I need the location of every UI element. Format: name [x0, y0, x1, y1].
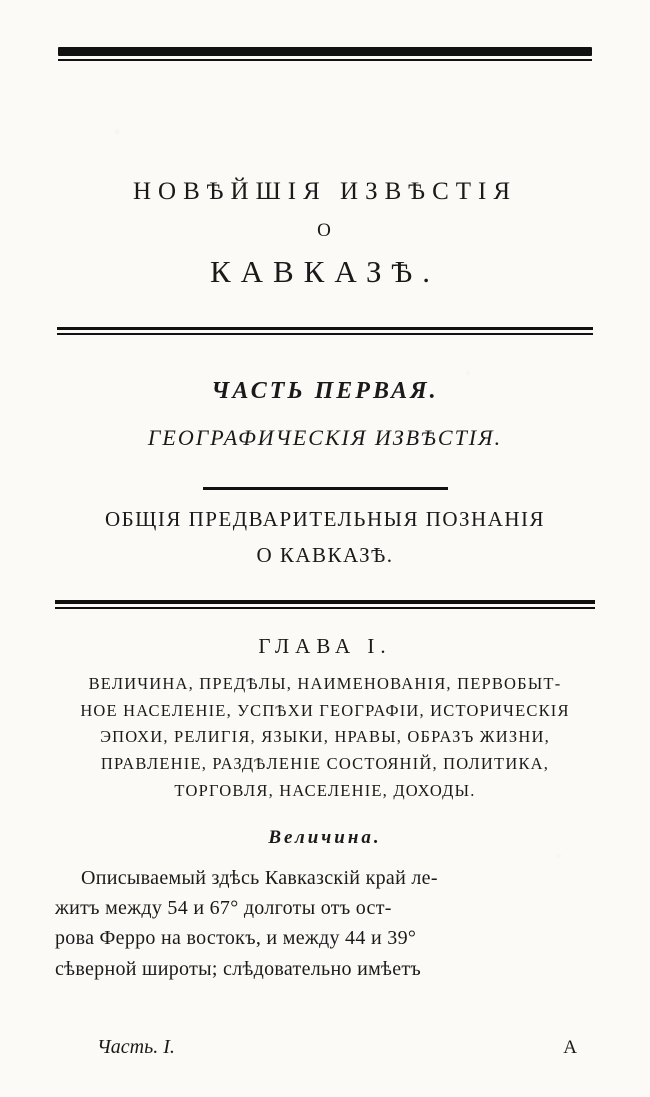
top-rule — [58, 47, 592, 61]
title-block — [55, 178, 595, 290]
subtitle-block — [55, 505, 595, 570]
body-line: сѣверной широты; слѣдовательно имѣетъ — [55, 957, 422, 980]
rule-line-lower — [57, 333, 593, 335]
chapter-block — [55, 634, 595, 984]
volume-signature: Часть. I. — [97, 1036, 175, 1058]
rule-thin-bar — [58, 59, 592, 61]
chapter-summary-line: НОЕ НАСЕЛЕНІЕ, УСПѢХИ ГЕОГРАФІИ, ИСТОРИЧЕСКІЯ — [80, 700, 570, 720]
chapter-summary-line: ПРАВЛЕНІЕ, РАЗДѢЛЕНІЕ СОСТОЯНІЙ, ПОЛИТИКА, — [100, 754, 550, 774]
section-title: ГЕОГРАФИЧЕСКІЯ ИЗВѢСТІЯ. — [147, 425, 503, 450]
rule-line-upper — [57, 327, 593, 330]
page-footer — [55, 1036, 595, 1059]
chapter-summary — [55, 671, 595, 805]
chapter-summary-line: ЭПОХИ, РЕЛИГІЯ, ЯЗЫКИ, НРАВЫ, ОБРАЗЪ ЖИЗНИ, — [100, 727, 550, 747]
document-title-line1: НОВѢЙШІЯ ИЗВѢСТІЯ — [132, 178, 518, 205]
topic-heading: Величина. — [268, 826, 382, 848]
part-title: ЧАСТЬ ПЕРВАЯ. — [211, 378, 439, 404]
chapter-title: ГЛАВА I. — [258, 634, 392, 658]
document-title-line3: КАВКАЗѢ. — [209, 253, 441, 289]
chapter-separator-rule — [55, 600, 595, 609]
body-line: рова Ферро на востокъ, и между 44 и 39° — [55, 927, 417, 950]
part-block — [55, 378, 595, 451]
chapter-summary-line: ВЕЛИЧИНА, ПРЕДѢЛЫ, НАИМЕНОВАНІЯ, ПЕРВОБЫТ- — [88, 674, 562, 693]
document-title-line2: О — [317, 219, 333, 241]
subtitle-line1: ОБЩІЯ ПРЕДВАРИТЕЛЬНЫЯ ПОЗНАНІЯ — [104, 507, 546, 531]
body-line: житъ между 54 и 67° долготы отъ ост- — [55, 896, 392, 919]
body-paragraph — [55, 863, 595, 985]
rule-thick-bar — [58, 47, 592, 56]
subtitle-line2: О КАВКАЗѢ. — [256, 543, 394, 568]
rule-line-upper — [55, 600, 595, 604]
rule-line-lower — [55, 607, 595, 609]
sheet-signature-mark: А — [563, 1037, 577, 1058]
short-divider-rule — [203, 487, 448, 490]
title-separator-rule — [57, 327, 593, 335]
chapter-summary-line: ТОРГОВЛЯ, НАСЕЛЕНІЕ, ДОХОДЫ. — [174, 780, 476, 800]
page-content — [55, 0, 595, 1097]
body-line: Описываемый здѣсь Кавказскій край ле- — [81, 866, 438, 889]
